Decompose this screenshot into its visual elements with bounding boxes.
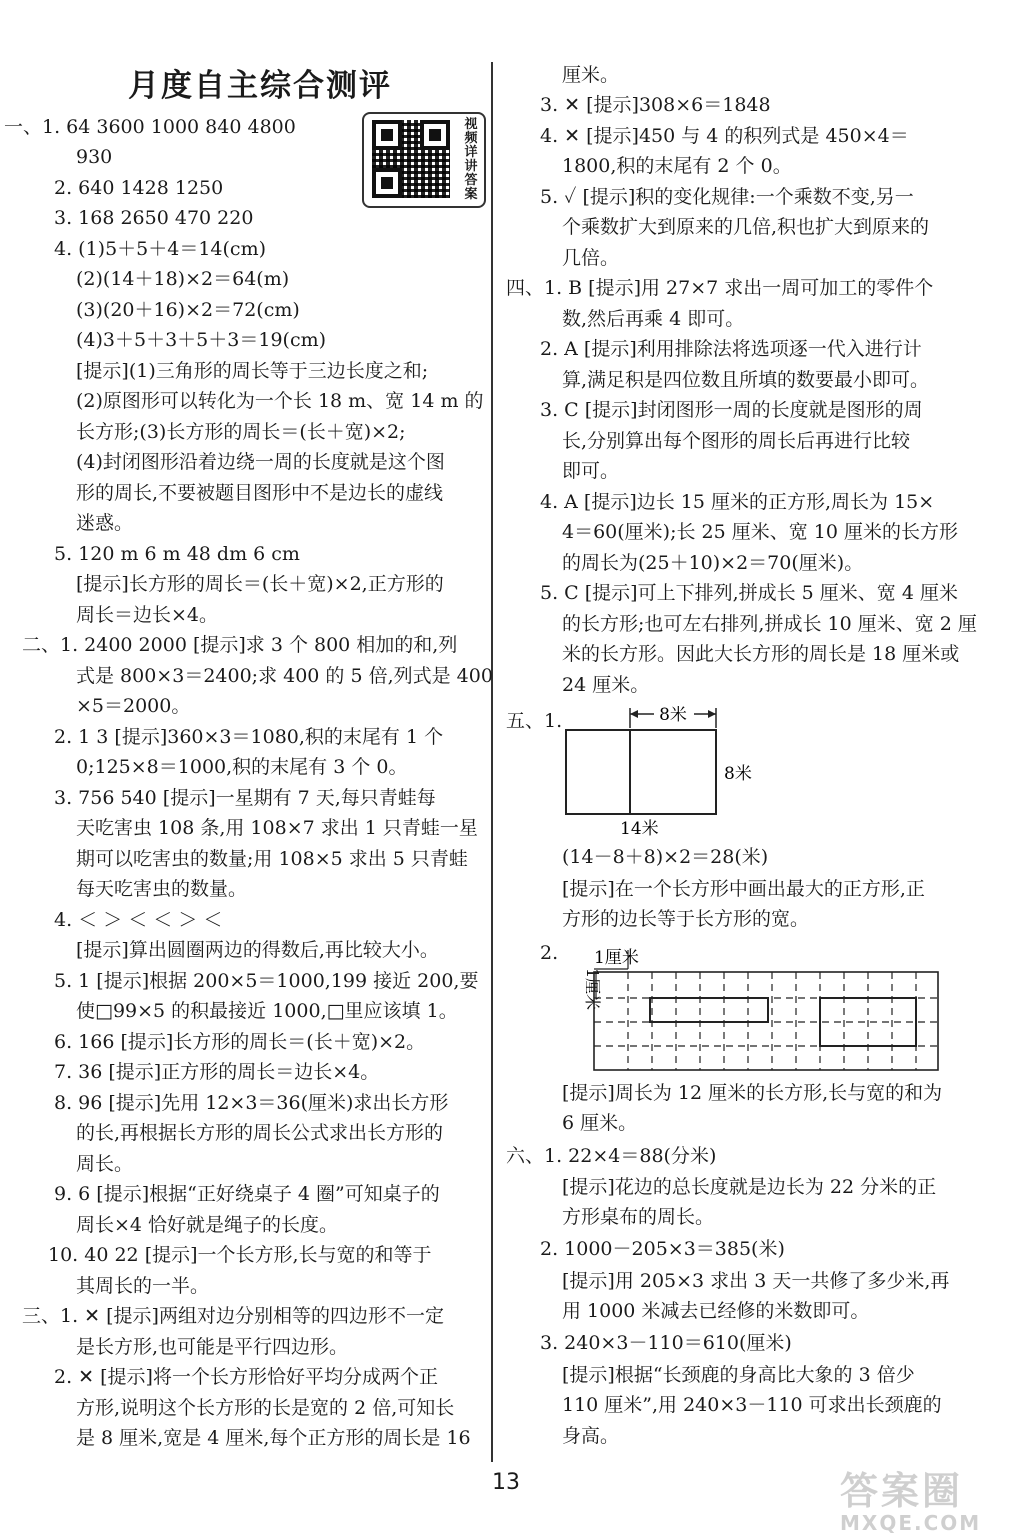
answer-line: ×5＝2000。 — [76, 695, 191, 717]
answer-line: 式是 800×3＝2400;求 400 的 5 倍,列式是 400 — [76, 665, 493, 687]
answer-line: [提示]根据“长颈鹿的身高比大象的 3 倍少 — [562, 1364, 915, 1386]
answer-line: 使□99×5 的积最接近 1000,□里应该填 1。 — [76, 1000, 458, 1022]
answer-line: 6. 166 [提示]长方形的周长＝(长＋宽)×2。 — [54, 1031, 426, 1053]
watermark-logo — [840, 1460, 1015, 1535]
answer-line: 110 厘米”,用 240×3－110 可求出长颈鹿的 — [562, 1394, 942, 1416]
answer-line: 是 8 厘米,宽是 4 厘米,每个正方形的周长是 16 — [76, 1427, 471, 1449]
answer-line: 算,满足积是四位数且所填的数要最小即可。 — [562, 369, 930, 391]
answer-line: [提示]在一个长方形中画出最大的正方形,正 — [562, 878, 925, 900]
answer-line: 5. 120 m 6 m 48 dm 6 cm — [54, 543, 300, 565]
answer-line: 7. 36 [提示]正方形的周长＝边长×4。 — [54, 1061, 380, 1083]
answer-line: 六、1. 22×4＝88(分米) — [506, 1145, 717, 1167]
answer-line: 每天吃害虫的数量。 — [76, 878, 248, 900]
fig1-top-label: 8米 — [659, 706, 687, 725]
answer-line: (2)原图形可以转化为一个长 18 m、宽 14 m 的 — [76, 390, 484, 412]
answer-line: [提示]长方形的周长＝(长＋宽)×2,正方形的 — [76, 573, 444, 595]
answer-line: 4. A [提示]边长 15 厘米的正方形,周长为 15× — [540, 491, 935, 513]
answer-line: (2)(14＋18)×2＝64(m) — [76, 268, 290, 290]
answer-line: 5. ✓ [提示]积的变化规律:一个乘数不变,另一 — [540, 186, 914, 208]
qr-code-box[interactable] — [362, 112, 486, 208]
answer-line: 4. (1)5＋5＋4＝14(cm) — [54, 238, 267, 260]
answer-line: 8. 96 [提示]先用 12×3＝36(厘米)求出长方形 — [54, 1092, 449, 1114]
answer-line: 数,然后再乘 4 即可。 — [562, 308, 745, 330]
answer-line: (4)3＋5＋3＋5＋3＝19(cm) — [76, 329, 327, 351]
answer-line: 用 1000 米减去已经修的米数即可。 — [562, 1300, 870, 1322]
answer-line: [提示]用 205×3 求出 3 天一共修了多少米,再 — [562, 1270, 950, 1292]
answer-line: 3. ✕ [提示]308×6＝1848 — [540, 94, 771, 116]
watermark-url: MXQE.COM — [840, 1511, 982, 1535]
qr-finder-icon — [420, 120, 450, 150]
answer-line: 二、1. 2400 2000 [提示]求 3 个 800 相加的和,列 — [22, 634, 458, 656]
answer-line: 9. 6 [提示]根据“正好绕桌子 4 圈”可知桌子的 — [54, 1183, 440, 1205]
page-number: 13 — [492, 1470, 520, 1495]
answer-line: 米的长方形。因此大长方形的周长是 18 厘米或 — [562, 643, 960, 665]
answer-line: 三、1. ✕ [提示]两组对边分别相等的四边形不一定 — [22, 1305, 444, 1327]
answer-line: 4. ＜ ＞ ＜ ＜ ＞ ＜ — [54, 909, 223, 931]
answer-line: 方形桌布的周长。 — [562, 1206, 715, 1228]
answer-line: 4. ✕ [提示]450 与 4 的积列式是 450×4＝ — [540, 125, 909, 147]
answer-line: 2. A [提示]利用排除法将选项逐一代入进行计 — [540, 338, 922, 360]
fig1-right-label: 8米 — [724, 764, 752, 784]
qr-finder-icon — [372, 168, 402, 198]
answer-line: 厘米。 — [562, 64, 620, 86]
answer-line: 3. 168 2650 470 220 — [54, 207, 254, 229]
answer-line: 几倍。 — [562, 247, 620, 269]
answer-line: [提示]花边的总长度就是边长为 22 分米的正 — [562, 1176, 937, 1198]
answer-line: (4)封闭图形沿着边绕一周的长度就是这个图 — [76, 451, 445, 473]
fig2-top-label: 1厘米 — [594, 948, 639, 968]
answer-line: 方形,说明这个长方形的长是宽的 2 倍,可知长 — [76, 1397, 455, 1419]
answer-line: 10. 40 22 [提示]一个长方形,长与宽的和等于 — [48, 1244, 432, 1266]
answer-line: [提示]周长为 12 厘米的长方形,长与宽的和为 — [562, 1082, 943, 1104]
answer-line: 5. C [提示]可上下排列,拼成长 5 厘米、宽 4 厘米 — [540, 582, 958, 604]
answer-line: 的周长为(25＋10)×2＝70(厘米)。 — [562, 552, 864, 574]
answer-line: 即可。 — [562, 460, 620, 482]
answer-line: 3. 240×3－110＝610(厘米) — [540, 1332, 792, 1354]
answer-line: 0;125×8＝1000,积的末尾有 3 个 0。 — [76, 756, 408, 778]
answer-line: 五、1. — [506, 710, 563, 732]
answer-line: 周长＝边长×4。 — [76, 604, 219, 626]
answer-line: 24 厘米。 — [562, 674, 650, 696]
qr-label: 视频详讲答案 — [464, 117, 478, 202]
answer-line: 的长,再根据长方形的周长公式求出长方形的 — [76, 1122, 444, 1144]
answer-line: 方形的边长等于长方形的宽。 — [562, 908, 810, 930]
answer-line: 身高。 — [562, 1425, 620, 1447]
rectangle-square-figure — [560, 706, 770, 840]
answer-line: 长,分别算出每个图形的周长后再进行比较 — [562, 430, 911, 452]
answer-line: 天吃害虫 108 条,用 108×7 求出 1 只青蛙一星 — [76, 817, 478, 839]
answer-line: 一、1. 64 3600 1000 840 4800 — [4, 116, 296, 138]
answer-line: 周长×4 恰好就是绳子的长度。 — [76, 1214, 339, 1236]
answer-line: 3. C [提示]封闭图形一周的长度就是图形的周 — [540, 399, 923, 421]
answer-line: [提示]算出圆圈两边的得数后,再比较大小。 — [76, 939, 439, 961]
answer-line: 形的周长,不要被题目图形中不是边长的虚线 — [76, 482, 444, 504]
fig1-bottom-label: 14米 — [620, 819, 659, 839]
page-title: 月度自主综合测评 — [128, 68, 392, 104]
answer-line: (14－8＋8)×2＝28(米) — [562, 846, 769, 868]
answer-line: 迷惑。 — [76, 512, 134, 534]
answer-line: 是长方形,也可能是平行四边形。 — [76, 1336, 349, 1358]
column-divider — [491, 62, 493, 1462]
answer-line: 四、1. B [提示]用 27×7 求出一周可加工的零件个 — [506, 277, 934, 299]
answer-line: 其周长的一半。 — [76, 1275, 210, 1297]
answer-line: (3)(20＋16)×2＝72(cm) — [76, 299, 300, 321]
answer-line: 期可以吃害虫的数量;用 108×5 求出 5 只青蛙 — [76, 848, 468, 870]
answer-line: 周长。 — [76, 1153, 134, 1175]
answer-line: 930 — [76, 146, 113, 168]
answer-line: [提示](1)三角形的周长等于三边长度之和; — [76, 360, 429, 382]
fig2-left-label: 1厘米 — [583, 968, 602, 1011]
answer-line: 4＝60(厘米);长 25 厘米、宽 10 厘米的长方形 — [562, 521, 959, 543]
answer-line: 长方形;(3)长方形的周长＝(长＋宽)×2; — [76, 421, 406, 443]
answer-line: 的长方形;也可左右排列,拼成长 10 厘米、宽 2 厘 — [562, 613, 977, 635]
grid-rectangles-figure — [570, 942, 950, 1074]
answer-line: 2. 640 1428 1250 — [54, 177, 224, 199]
answer-line: 2. 1000－205×3＝385(米) — [540, 1238, 785, 1260]
answer-line: 个乘数扩大到原来的几倍,积也扩大到原来的 — [562, 216, 930, 238]
answer-line: 5. 1 [提示]根据 200×5＝1000,199 接近 200,要 — [54, 970, 479, 992]
answer-line: 2. ✕ [提示]将一个长方形恰好平均分成两个正 — [54, 1366, 438, 1388]
answer-line: 2. — [540, 942, 559, 964]
watermark-title: 答案圈 — [840, 1469, 964, 1513]
qr-finder-icon — [372, 120, 402, 150]
answer-line: 6 厘米。 — [562, 1112, 638, 1134]
answer-line: 2. 1 3 [提示]360×3＝1080,积的末尾有 1 个 — [54, 726, 444, 748]
answer-line: 1800,积的末尾有 2 个 0。 — [562, 155, 792, 177]
answer-line: 3. 756 540 [提示]一星期有 7 天,每只青蛙每 — [54, 787, 436, 809]
